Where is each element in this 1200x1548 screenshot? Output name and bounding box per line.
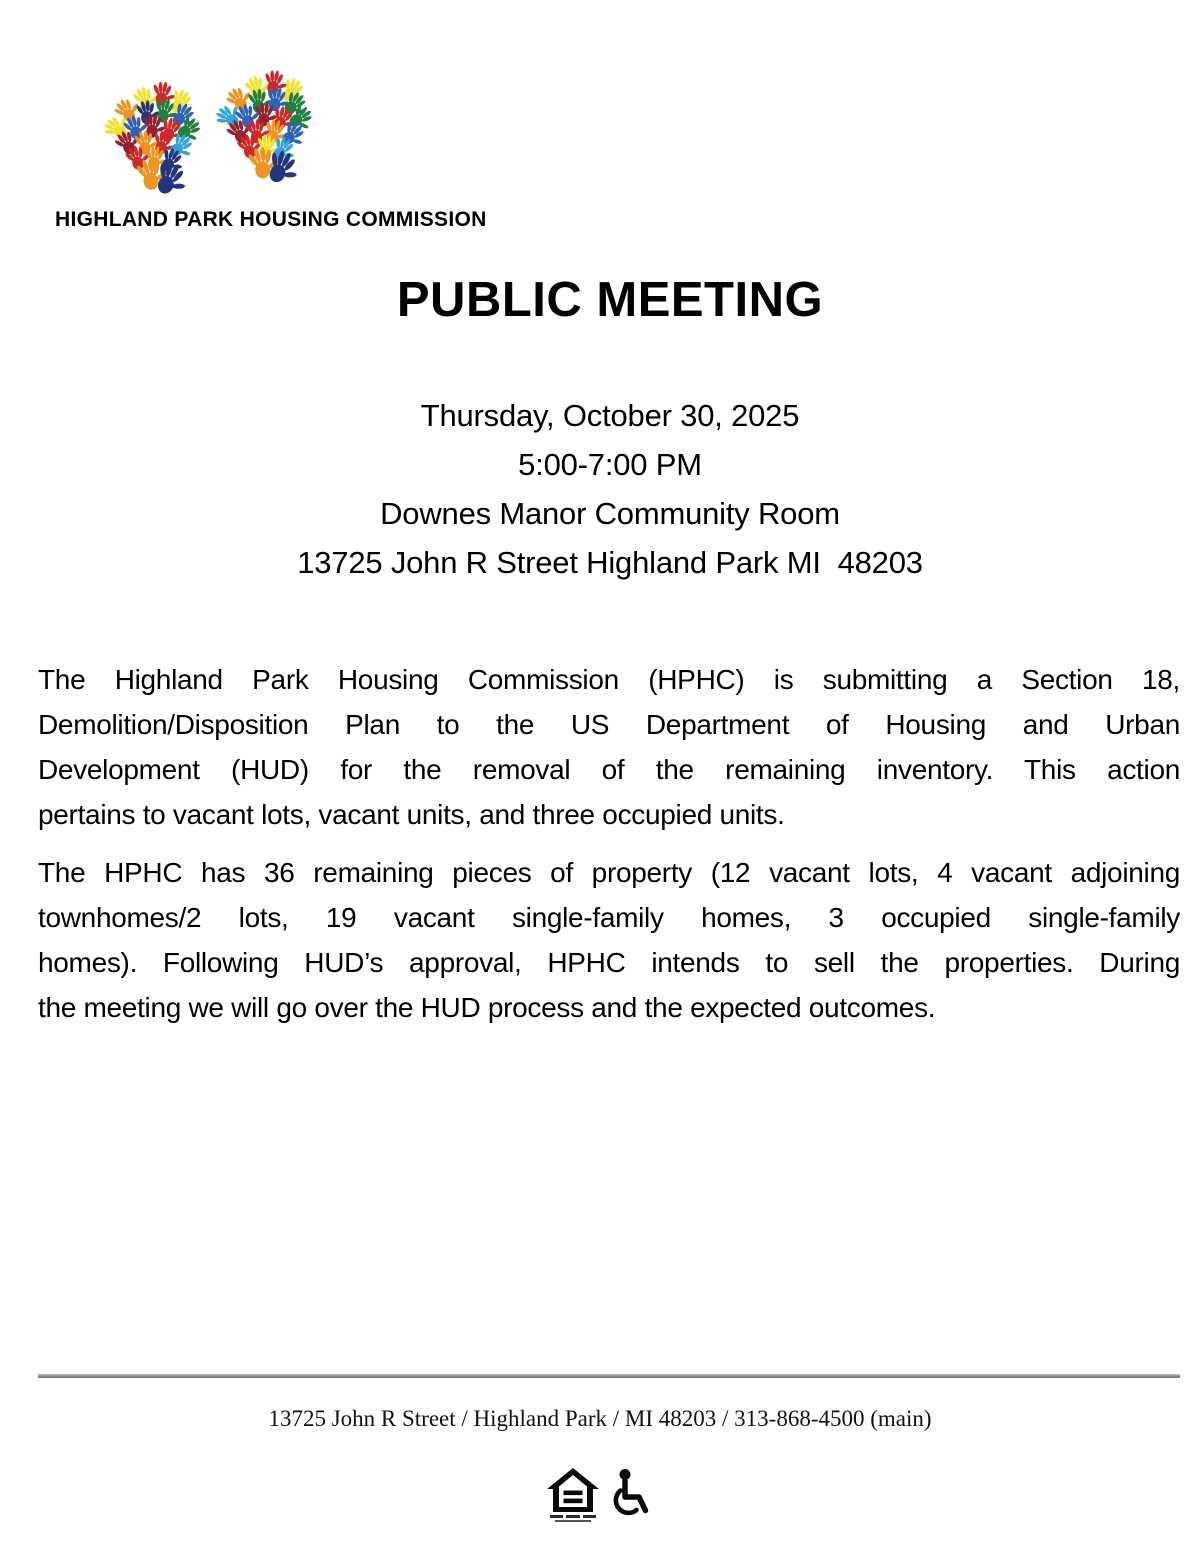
event-venue: Downes Manor Community Room <box>380 496 840 531</box>
event-address: 13725 John R Street Highland Park MI 48203 <box>297 545 923 580</box>
footer-divider <box>38 1374 1180 1378</box>
equal-housing-opportunity-icon <box>547 1468 599 1530</box>
body-line: homes). Following HUD’s approval, HPHC intends to sell the properties. During <box>38 947 1180 978</box>
event-date: Thursday, October 30, 2025 <box>420 398 800 433</box>
handprints-logo <box>100 62 356 204</box>
body-paragraph-2 <box>38 850 1180 1030</box>
body-line: pertains to vacant lots, vacant units, and three occupied units. <box>38 799 785 830</box>
accessibility-icon <box>608 1468 654 1520</box>
body-line: The HPHC has 36 remaining pieces of property (12 vacant lots, 4 vacant adjoining <box>38 857 1180 888</box>
footer-contact: 13725 John R Street / Highland Park / MI 48203 / 313-868-4500 (main) <box>268 1406 932 1431</box>
body-line: townhomes/2 lots, 19 vacant single-family homes, 3 occupied single-family <box>38 902 1180 933</box>
org-name: HIGHLAND PARK HOUSING COMMISSION <box>55 208 487 231</box>
page-title: PUBLIC MEETING <box>396 273 824 327</box>
body-line: Demolition/Disposition Plan to the US Department of Housing and Urban <box>38 709 1180 740</box>
body-line: The Highland Park Housing Commission (HPHC) is submitting a Section 18, <box>38 664 1180 695</box>
body-line: Development (HUD) for the removal of the remaining inventory. This action <box>38 754 1180 785</box>
event-time: 5:00-7:00 PM <box>518 447 702 482</box>
footer-icons <box>0 1468 1200 1530</box>
body-line: the meeting we will go over the HUD process and the expected outcomes. <box>38 992 936 1023</box>
event-details <box>40 391 1180 587</box>
body-paragraph-1 <box>38 657 1180 837</box>
